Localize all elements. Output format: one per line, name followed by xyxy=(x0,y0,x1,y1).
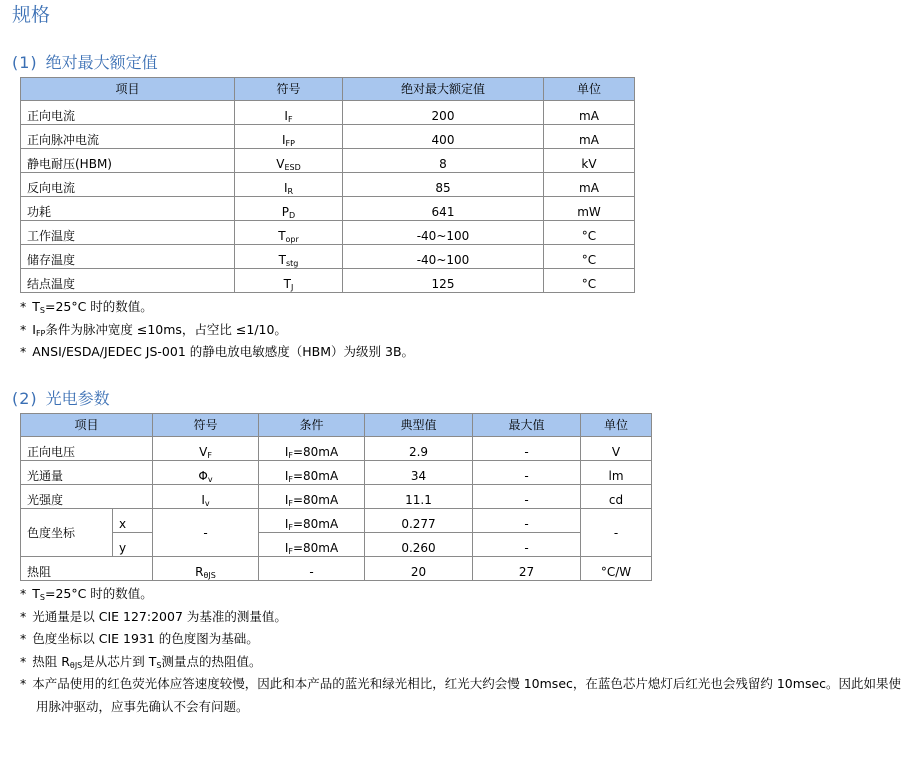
col-header-rating: 绝对最大额定值 xyxy=(343,78,544,101)
cell-max: - xyxy=(473,533,581,557)
absolute-max-ratings-table xyxy=(20,77,635,293)
cell-unit: V xyxy=(581,437,652,461)
cell-condition: $I_F=80mA$ xyxy=(259,437,365,461)
cell-unit: mA xyxy=(544,101,635,125)
cell-item: 工作温度 xyxy=(21,221,235,245)
table-row xyxy=(21,125,635,149)
note-item: * $T_S=25^\circ C$ 时的数值。 xyxy=(20,299,153,315)
table-header-row xyxy=(21,414,652,437)
section-2-heading xyxy=(12,388,110,410)
cell-unit: °C xyxy=(544,245,635,269)
page-title: 规格 xyxy=(12,4,51,26)
col-header-symbol: 符号 xyxy=(153,414,259,437)
cell-symbol: $I_{FP}$ xyxy=(235,125,343,149)
table-row xyxy=(21,245,635,269)
section-1-heading xyxy=(12,52,158,74)
cell-max: - xyxy=(473,485,581,509)
note-item: * 光通量是以 CIE 127:2007 为基准的测量值。 xyxy=(20,608,287,624)
col-header-unit: 单位 xyxy=(544,78,635,101)
cell-unit: lm xyxy=(581,461,652,485)
cell-item: 光强度 xyxy=(21,485,153,509)
cell-typical: 11.1 xyxy=(365,485,473,509)
cell-chroma-label: x xyxy=(113,509,153,533)
cell-value: 400 xyxy=(343,125,544,149)
cell-condition: $I_F=80mA$ xyxy=(259,485,365,509)
cell-value: 8 xyxy=(343,149,544,173)
cell-unit: mA xyxy=(544,125,635,149)
section-2-number: (2) xyxy=(12,389,38,408)
table-row xyxy=(21,509,652,533)
cell-condition: $I_F=80mA$ xyxy=(259,533,365,557)
cell-unit: °C/W xyxy=(581,557,652,581)
cell-item: 储存温度 xyxy=(21,245,235,269)
cell-typical: 20 xyxy=(365,557,473,581)
cell-value: -40~100 xyxy=(343,221,544,245)
table-row xyxy=(21,173,635,197)
cell-typical: 2.9 xyxy=(365,437,473,461)
col-header-item: 项目 xyxy=(21,78,235,101)
table-row xyxy=(21,437,652,461)
section-1-number: (1) xyxy=(12,53,38,72)
cell-max: - xyxy=(473,461,581,485)
table-row xyxy=(21,149,635,173)
cell-value: 200 xyxy=(343,101,544,125)
col-header-item: 项目 xyxy=(21,414,153,437)
cell-max: - xyxy=(473,509,581,533)
cell-unit: °C xyxy=(544,269,635,293)
table-row xyxy=(21,533,652,557)
cell-condition: - xyxy=(259,557,365,581)
note-item: * 热阻 $R_{\theta JS}$是从芯片到 $T_S$测量点的热阻值。 xyxy=(20,653,262,670)
cell-unit: °C xyxy=(544,221,635,245)
cell-value: -40~100 xyxy=(343,245,544,269)
cell-symbol: $\Phi_v$ xyxy=(153,461,259,485)
cell-unit: mW xyxy=(544,197,635,221)
note-item: * ANSI/ESDA/JEDEC JS-001 的静电放电敏感度（HBM）为级别 3B。 xyxy=(20,344,415,359)
note-item: * 本产品使用的红色荧光体应答速度较慢，因此和本产品的蓝光和绿光相比，红光大约会慢 10msec，在蓝色芯片熄灯后红光也会残留约 10msec。因此如果使用脉冲驱动，应事先确认不会有问题。 xyxy=(20,676,902,714)
col-header-max: 最大值 xyxy=(473,414,581,437)
cell-symbol: $T_{opr}$ xyxy=(235,221,343,245)
table-header-row xyxy=(21,78,635,101)
col-header-unit: 单位 xyxy=(581,414,652,437)
table-row xyxy=(21,221,635,245)
col-header-symbol: 符号 xyxy=(235,78,343,101)
cell-max: - xyxy=(473,437,581,461)
cell-value: 125 xyxy=(343,269,544,293)
cell-item: 结点温度 xyxy=(21,269,235,293)
cell-unit: - xyxy=(581,509,652,557)
cell-item: 光通量 xyxy=(21,461,153,485)
table-row xyxy=(21,461,652,485)
optoelectronic-parameters-table xyxy=(20,413,652,581)
cell-item: 静电耐压(HBM) xyxy=(21,149,235,173)
cell-unit: cd xyxy=(581,485,652,509)
section-1-notes xyxy=(20,296,414,364)
cell-item: 正向电压 xyxy=(21,437,153,461)
cell-item: 正向电流 xyxy=(21,101,235,125)
cell-symbol: $I_R$ xyxy=(235,173,343,197)
section-2-notes xyxy=(20,583,905,718)
cell-symbol: $I_F$ xyxy=(235,101,343,125)
note-item: * 色度坐标以 CIE 1931 的色度图为基础。 xyxy=(20,631,259,646)
cell-item: 热阻 xyxy=(21,557,153,581)
section-1-title: 绝对最大额定值 xyxy=(45,53,158,72)
cell-item: 色度坐标 xyxy=(21,509,113,557)
cell-item: 功耗 xyxy=(21,197,235,221)
cell-condition: $I_F=80mA$ xyxy=(259,509,365,533)
cell-value: 641 xyxy=(343,197,544,221)
cell-item: 正向脉冲电流 xyxy=(21,125,235,149)
cell-symbol: $P_D$ xyxy=(235,197,343,221)
cell-max: 27 xyxy=(473,557,581,581)
cell-unit: kV xyxy=(544,149,635,173)
col-header-condition: 条件 xyxy=(259,414,365,437)
cell-value: 85 xyxy=(343,173,544,197)
cell-condition: $I_F=80mA$ xyxy=(259,461,365,485)
cell-symbol: - xyxy=(153,509,259,557)
section-2-title: 光电参数 xyxy=(45,389,110,408)
cell-symbol: $V_F$ xyxy=(153,437,259,461)
table-row xyxy=(21,269,635,293)
table-row xyxy=(21,557,652,581)
note-item: * $T_S=25^\circ C$ 时的数值。 xyxy=(20,586,153,602)
cell-symbol: $V_{ESD}$ xyxy=(235,149,343,173)
cell-typical: 0.277 xyxy=(365,509,473,533)
cell-typical: 0.260 xyxy=(365,533,473,557)
cell-unit: mA xyxy=(544,173,635,197)
col-header-typical: 典型值 xyxy=(365,414,473,437)
cell-symbol: $I_v$ xyxy=(153,485,259,509)
table-row xyxy=(21,101,635,125)
table-row xyxy=(21,485,652,509)
note-item: * $I_{FP}$条件为脉冲宽度 ≤10ms，占空比 ≤1/10。 xyxy=(20,321,287,338)
table-row xyxy=(21,197,635,221)
cell-item: 反向电流 xyxy=(21,173,235,197)
cell-symbol: $T_{stg}$ xyxy=(235,245,343,269)
cell-typical: 34 xyxy=(365,461,473,485)
cell-chroma-label: y xyxy=(113,533,153,557)
cell-symbol: $R_{\theta JS}$ xyxy=(153,557,259,581)
cell-symbol: $T_J$ xyxy=(235,269,343,293)
